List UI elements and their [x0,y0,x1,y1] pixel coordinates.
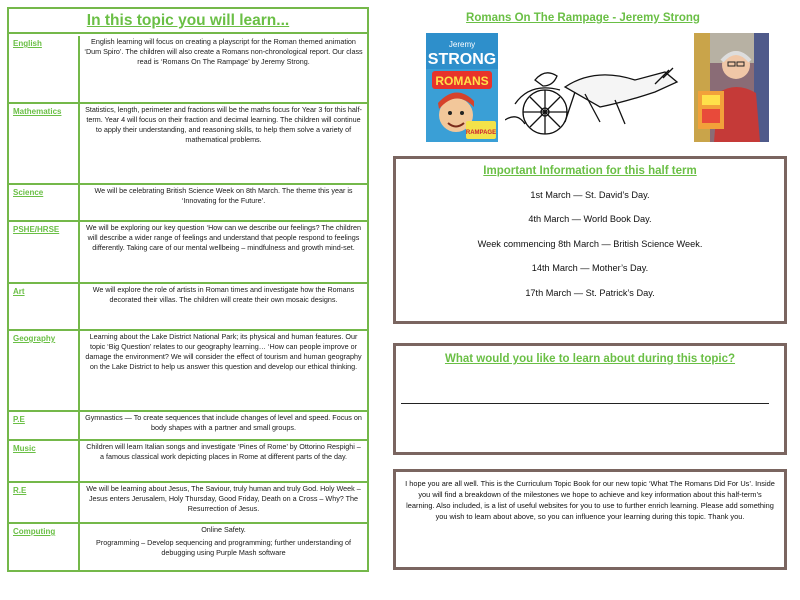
computing-line-2: Programming – Develop sequencing and programming; further understanding of debugging using Purple Mash software [96,538,351,557]
subject-label[interactable]: PSHE/HRSE [9,222,80,282]
important-info-box [393,156,787,324]
subject-label[interactable]: Art [9,284,80,329]
important-dates-list [396,189,784,299]
subject-description: Children will learn Italian songs and investigate ‘Pines of Rome’ by Ottorino Respighi – a famous classical work depicting places in Rome at different parts of the day. [86,442,361,461]
topic-row-science [9,185,367,222]
subject-label[interactable]: Science [9,185,80,220]
subject-label[interactable]: Music [9,441,80,481]
author-photo [694,33,769,142]
panel-title: In this topic you will learn... [9,9,367,34]
svg-text:Jeremy: Jeremy [448,40,476,49]
topic-learning-panel [7,7,369,572]
subject-description: We will be learning about Jesus, The Saviour, truly human and truly God. Holy Week – Jesus enters Jerusalem, Holy Thursday, Good Friday, Death on a Cross – Why? The Resurrection of Jesus. [86,484,361,513]
subject-description: Gymnastics — To create sequences that include changes of level and speed. Focus on body shapes with a partner and small groups. [85,413,362,432]
chariot-drawing-image [505,62,690,142]
topic-row-pshe [9,222,367,284]
date-item: 1st March — St. David’s Day. [530,190,650,200]
subject-label[interactable]: P.E [9,412,80,439]
subject-label[interactable]: English [9,36,80,102]
topic-row-re [9,483,367,524]
date-item: 17th March — St. Patrick’s Day. [525,287,655,298]
book-cover-image [426,33,498,142]
date-item: 4th March — World Book Day. [528,214,652,225]
subject-description: Learning about the Lake District National Park; its physical and human features. Our topic ‘Big Question’ relates to our geography learning… ‘How can people improve or damage the environment? We will consider the effect of tourism and human geography on the Lake District to help us answer this question and develop our ethical thinking. [85,332,362,371]
subject-label[interactable]: Computing [9,524,80,570]
topic-row-computing [9,524,367,570]
book-title: Romans On The Rampage - Jeremy Strong [466,12,700,24]
learning-question-box [393,343,787,455]
svg-text:RAMPAGE: RAMPAGE [465,130,497,136]
subject-label[interactable]: Geography [9,331,80,410]
topic-row-music [9,441,367,483]
subject-description: We will be exploring our key question ‘How can we describe our feelings? The children will describe a wider range of feelings and understand that people respond to feelings differently. Taking care of our mental wellbeing – mindfulness and growth mind-set. [85,223,361,252]
important-info-title: Important Information for this half term [483,165,697,177]
subject-description: We will be celebrating British Science Week on 8th March. The theme this year is ‘Innovating for the Future’. [94,186,353,205]
date-item: 14th March — Mother’s Day. [531,263,649,274]
topic-row-mathematics [9,104,367,185]
topic-row-english [9,36,367,104]
teacher-message-box [393,469,787,570]
learning-question-title: What would you like to learn about during this topic? [444,353,736,365]
subject-label[interactable]: R.E [9,483,80,522]
topic-row-geography [9,331,367,412]
computing-line-1: Online Safety. [201,525,246,534]
subject-description: We will explore the role of artists in Roman times and investigate how the Romans decorated their villas. The children will create their own mosaic designs. [92,285,355,304]
topic-row-art [9,284,367,331]
subject-label[interactable]: Mathematics [9,104,80,183]
date-item: Week commencing 8th March — British Science Week. [477,238,703,249]
subject-description: English learning will focus on creating a playscript for the Roman themed animation ‘Dum Spiro’. The children will also create a Romans non-chronological report. Our class read is ‘Romans On The Rampage’ by Jeremy Strong. [84,37,363,66]
subject-description: Statistics, length, perimeter and fractions will be the maths focus for Year 3 for this half-term. Year 4 will focus on their fraction and decimal learning. The children will continue to apply their understanding, and reasoning skills, to help them solve a variety of mathematical problems. [85,105,362,144]
answer-writing-line[interactable] [401,403,769,404]
subject-description [80,524,367,570]
teacher-message-text: I hope you are all well. This is the Curriculum Topic Book for our new topic ‘What The Romans Did For Us’. Inside you will find a breakdown of the milestones we hope to achieve and key information about this half-term’s learning. Also included, is a list of useful websites for you to use to further enrich learning. Please add something you wish to learn about above, so you can influence your learning during this topic. Thank you. [405,479,775,521]
svg-text:ROMANS: ROMANS [435,74,489,88]
topic-row-pe [9,412,367,441]
svg-text:STRONG: STRONG [427,51,497,68]
